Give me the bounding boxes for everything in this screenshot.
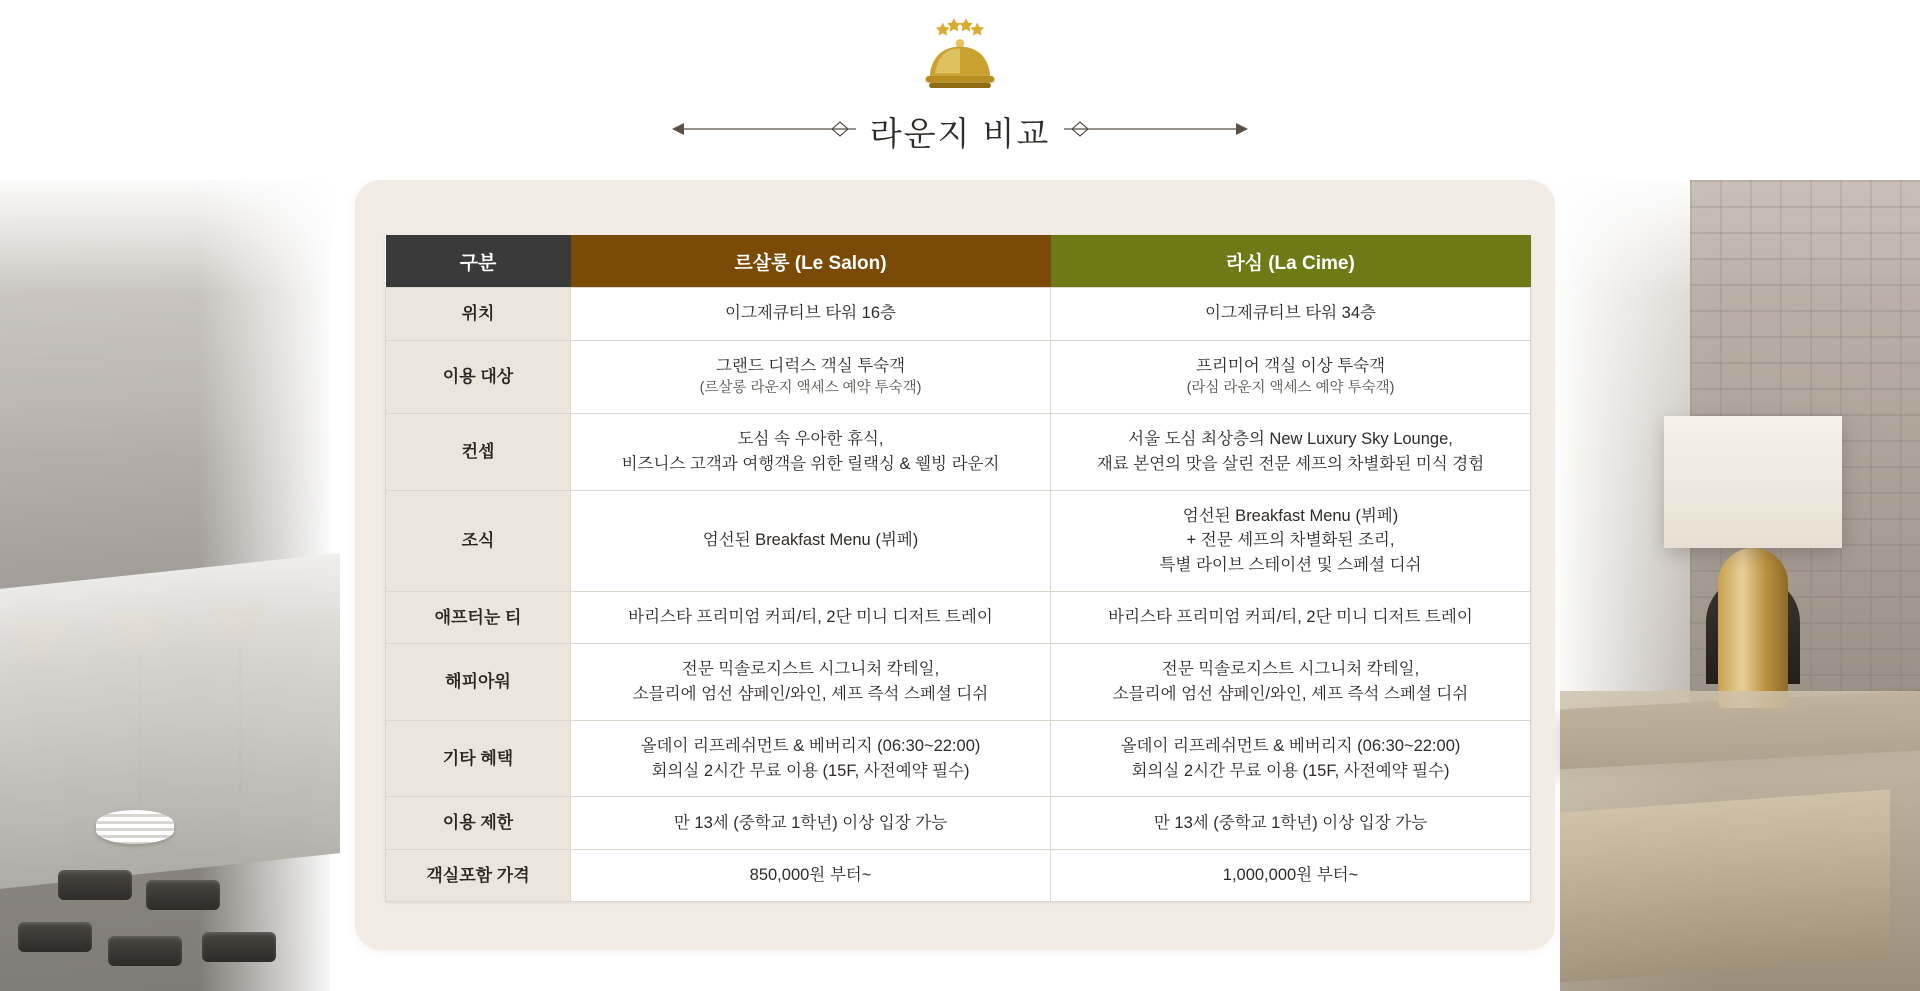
- cell-le-salon: [571, 340, 1051, 414]
- lamp-shade: [1664, 416, 1842, 548]
- table-row: [386, 340, 1531, 414]
- cell-line: 비즈니스 고객과 여행객을 위한 릴랙싱 & 웰빙 라운지: [621, 454, 1000, 473]
- cell-line: (라심 라운지 액세스 예약 투숙객): [1186, 380, 1395, 397]
- table-lamp-base: [1718, 548, 1788, 708]
- chafing-dish: [202, 932, 276, 962]
- cell-line: 프리미어 객실 이상 투숙객: [1195, 356, 1386, 375]
- cell-line: 재료 본연의 맛을 살린 전문 셰프의 차별화된 미식 경험: [1096, 454, 1485, 473]
- cell-line: 그랜드 디럭스 객실 투숙객: [715, 356, 906, 375]
- row-label: 해피아워: [386, 644, 571, 721]
- left-ornament-icon: [670, 118, 860, 145]
- cell-la-cime: [1051, 414, 1531, 491]
- cell-line: 전문 믹솔로지스트 시그니처 칵테일,: [1161, 660, 1420, 679]
- cell-la-cime: [1051, 490, 1531, 591]
- chafing-dish: [18, 922, 92, 952]
- column-header-le-salon: 르살롱 (Le Salon): [571, 235, 1051, 288]
- cell-la-cime: [1051, 644, 1531, 721]
- row-label: 조식: [386, 490, 571, 591]
- table-row: [386, 414, 1531, 491]
- cell-la-cime: [1051, 340, 1531, 414]
- buffet-counter: [0, 553, 340, 889]
- cell-line: 올데이 리프레쉬먼트 & 베버리지 (06:30~22:00): [640, 736, 981, 755]
- page-header: [0, 0, 1920, 155]
- column-header-la-cime: 라심 (La Cime): [1051, 235, 1531, 288]
- cell-line: 올데이 리프레쉬먼트 & 베버리지 (06:30~22:00): [1120, 736, 1461, 755]
- cell-line: 소믈리에 엄선 샴페인/와인, 셰프 즉석 스페셜 디쉬: [632, 685, 989, 703]
- row-label: 객실포함 가격: [386, 849, 571, 902]
- cell-line: (르살롱 라운지 액세스 예약 투숙객): [699, 380, 922, 397]
- cell-le-salon: [571, 849, 1051, 902]
- table-row: [386, 720, 1531, 797]
- row-label: 이용 대상: [386, 340, 571, 414]
- cell-line: 소믈리에 엄선 샴페인/와인, 셰프 즉석 스페셜 디쉬: [1112, 685, 1469, 703]
- service-bell-icon: [917, 14, 1003, 100]
- cell-le-salon: [571, 720, 1051, 797]
- chafing-dish: [58, 870, 132, 900]
- cell-line: 만 13세 (중학교 1학년) 이상 입장 가능: [1153, 813, 1428, 832]
- rug: [1560, 789, 1890, 982]
- cell-line: 서울 도심 최상층의 New Luxury Sky Lounge,: [1128, 430, 1453, 448]
- cell-line: 엄선된 Breakfast Menu (뷔페): [1182, 506, 1399, 525]
- cell-line: 특별 라이브 스테이션 및 스페셜 디쉬: [1159, 556, 1422, 574]
- right-ornament-icon: [1060, 118, 1250, 145]
- row-label: 이용 제한: [386, 797, 571, 850]
- cell-line: 이그제큐티브 타워 34층: [1205, 304, 1376, 323]
- chafing-dish: [146, 880, 220, 910]
- cell-la-cime: [1051, 849, 1531, 902]
- table-row: [386, 644, 1531, 721]
- row-label: 컨셉: [386, 414, 571, 491]
- cell-line: 1,000,000원 부터~: [1222, 866, 1359, 885]
- plate-stack: [96, 810, 174, 844]
- table-row: [386, 490, 1531, 591]
- row-label: 기타 혜택: [386, 720, 571, 797]
- lounge-comparison-table-wrap: [385, 235, 1530, 902]
- table-row: [386, 849, 1531, 902]
- cell-le-salon: [571, 797, 1051, 850]
- table-row: [386, 288, 1531, 341]
- cell-le-salon: [571, 644, 1051, 721]
- cell-la-cime: [1051, 288, 1531, 341]
- table-row: [386, 797, 1531, 850]
- cell-line: + 전문 셰프의 차별화된 조리,: [1186, 531, 1395, 550]
- cell-line: 이그제큐티브 타워 16층: [725, 304, 896, 323]
- column-header-label: 구분: [386, 235, 571, 288]
- chafing-dish: [108, 936, 182, 966]
- cell-line: 엄선된 Breakfast Menu (뷔페): [702, 531, 919, 550]
- cell-line: 바리스타 프리미엄 커피/티, 2단 미니 디저트 트레이: [1108, 608, 1473, 627]
- table-row: [386, 591, 1531, 644]
- cell-la-cime: [1051, 797, 1531, 850]
- cell-line: 전문 믹솔로지스트 시그니처 칵테일,: [681, 660, 940, 679]
- lounge-comparison-table: [385, 235, 1531, 902]
- lounge-seating-photo: [1560, 180, 1920, 991]
- cell-line: 도심 속 우아한 휴식,: [737, 430, 884, 448]
- table-header-row: [386, 235, 1531, 288]
- row-label: 위치: [386, 288, 571, 341]
- row-label: 애프터눈 티: [386, 591, 571, 644]
- page-title: 라운지 비교: [869, 115, 1051, 152]
- table-body: [386, 288, 1531, 902]
- cell-le-salon: [571, 591, 1051, 644]
- lounge-buffet-photo: [0, 180, 330, 991]
- cell-la-cime: [1051, 720, 1531, 797]
- cell-line: 회의실 2시간 무료 이용 (15F, 사전예약 필수): [651, 761, 970, 780]
- cell-le-salon: [571, 490, 1051, 591]
- cell-la-cime: [1051, 591, 1531, 644]
- cell-line: 회의실 2시간 무료 이용 (15F, 사전예약 필수): [1131, 761, 1450, 780]
- cell-le-salon: [571, 288, 1051, 341]
- cell-line: 만 13세 (중학교 1학년) 이상 입장 가능: [673, 813, 948, 832]
- cell-le-salon: [571, 414, 1051, 491]
- cell-line: 850,000원 부터~: [749, 866, 872, 885]
- cell-line: 바리스타 프리미엄 커피/티, 2단 미니 디저트 트레이: [628, 608, 993, 627]
